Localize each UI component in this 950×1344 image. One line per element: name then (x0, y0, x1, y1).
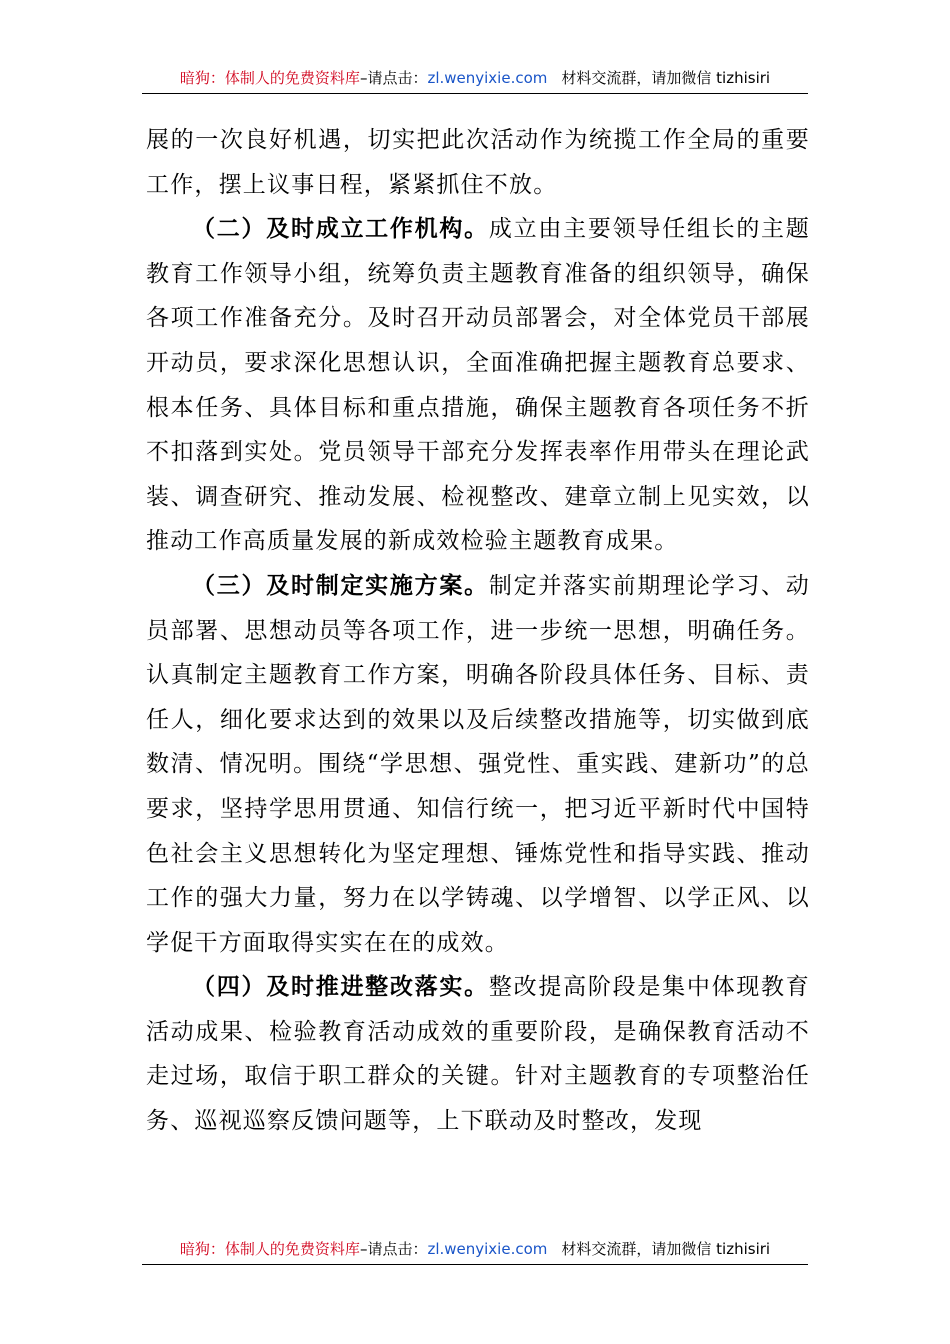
section-2-text: 成立由主要领导任组长的主题教育工作领导小组，统筹负责主题教育准备的组织领导，确保各项工作准备充分。及时召开动员部署会，对全体党员干部展开动员，要求深化思想认识，全面准确把握主题教育总要求、根本任务、具体目标和重点措施，确保主题教育各项任务不折不扣落到实处。党员领导干部充分发挥表率作用带头在理论武装、调查研究、推动发展、检视整改、建章立制上见实效，以推动工作高质量发展的新成效检验主题教育成果。 (146, 216, 810, 555)
footer-prompt-text: –请点击： (359, 1240, 428, 1258)
page-footer-banner (142, 1234, 808, 1265)
section-4-heading: （四）及时推进整改落实。 (192, 973, 489, 1001)
footer-url-link[interactable]: zl.wenyixie.com (427, 1240, 548, 1258)
header-contact-text: 材料交流群，请加微信 tizhisiri (561, 69, 771, 87)
header-brand-text: 暗狗：体制人的免费资料库 (179, 69, 360, 87)
paragraph-section-4 (146, 965, 810, 1143)
section-4-text: 整改提高阶段是集中体现教育活动成果、检验教育活动成效的重要阶段，是确保教育活动不走过场，取信于职工群众的关键。针对主题教育的专项整治任务、巡视巡察反馈问题等，上下联动及时整改，发现 (146, 974, 810, 1135)
footer-contact-text: 材料交流群，请加微信 tizhisiri (561, 1240, 771, 1258)
paragraph-section-2 (146, 207, 810, 564)
section-3-text: 制定并落实前期理论学习、动员部署、思想动员等各项工作，进一步统一思想，明确任务。认真制定主题教育工作方案，明确各阶段具体任务、目标、责任人，细化要求达到的效果以及后续整改措施等，切实做到底数清、情况明。围绕“学思想、强党性、重实践、建新功”的总要求，坚持学思用贯通、知信行统一，把习近平新时代中国特色社会主义思想转化为坚定理想、锤炼党性和指导实践、推动工作的强大力量，努力在以学铸魂、以学增智、以学正风、以学促干方面取得实实在在的成效。 (146, 572, 810, 956)
header-url-link[interactable]: zl.wenyixie.com (427, 69, 548, 87)
footer-brand-text: 暗狗：体制人的免费资料库 (179, 1240, 360, 1258)
section-2-heading: （二）及时成立工作机构。 (192, 215, 489, 243)
paragraph-section-3 (146, 564, 810, 965)
page-header-banner (142, 63, 808, 94)
section-3-heading: （三）及时制定实施方案。 (192, 571, 489, 599)
document-body (146, 118, 810, 1144)
paragraph-continuation: 展的一次良好机遇，切实把此次活动作为统揽工作全局的重要工作，摆上议事日程，紧紧抓住不放。 (146, 127, 810, 198)
header-prompt-text: –请点击： (359, 69, 428, 87)
